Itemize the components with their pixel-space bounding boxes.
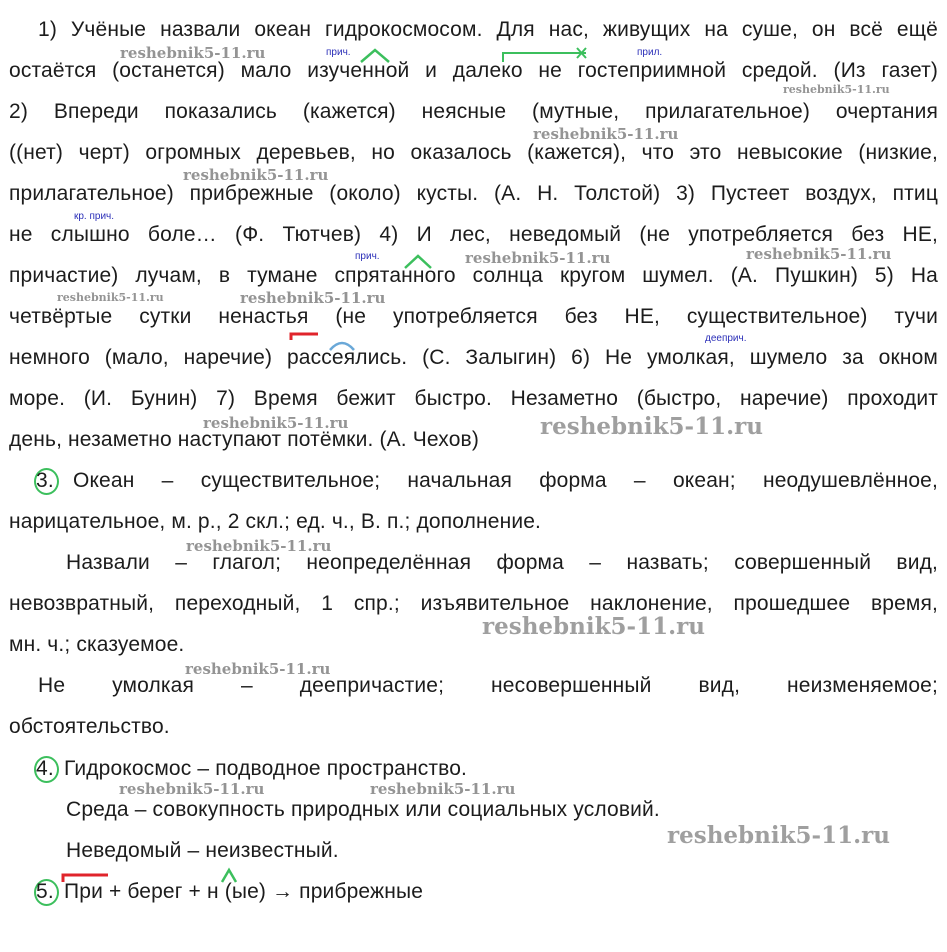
watermark-text: reshebnik5-11.ru [465,249,611,267]
grammar-tag: кр. прич. [74,211,115,222]
grammar-tag: прич. [326,47,351,58]
text-line: прилагательное) прибрежные (около) кусты. (А. Н. Толстой) 3) Пустеет воздух, птиц [9,182,938,205]
grammar-tag: прил. [637,47,663,58]
morpheme-line: При + берег + н (ые) → прибрежные [64,880,424,903]
answer-line: нарицательное, м. р., 2 скл.; ед. ч., В. п.; дополнение. [9,510,542,533]
watermark-text: reshebnik5-11.ru [57,291,164,304]
watermark-text: reshebnik5-11.ru [186,537,332,555]
text-line: день, незаметно наступают потёмки. (А. Чехов) [9,428,479,451]
text-line: ((нет) черт) огромных деревьев, но оказалось (кажется), что это невысокие (низкие, [9,141,938,164]
answer-line: Не умолкая – деепричастие; несовершенный вид, неизменяемое; [38,674,938,697]
definition-line: Неведомый – неизвестный. [66,839,339,862]
watermark-text: reshebnik5-11.ru [203,414,349,432]
watermark-text: reshebnik5-11.ru [240,289,386,307]
text-line: не слышно боле… (Ф. Тютчев) 4) И лес, неведомый (не употребляется без НЕ, [9,223,938,246]
text-line: море. (И. Бунин) 7) Время бежит быстро. Незаметно (быстро, наречие) проходит [9,387,938,410]
watermark-text: reshebnik5-11.ru [120,44,266,62]
watermark-text: reshebnik5-11.ru [370,780,516,798]
watermark-text: reshebnik5-11.ru [783,83,890,96]
text-line: четвёртые сутки ненастья (не употребляется без НЕ, существительное) тучи [9,305,938,328]
text-line: остаётся (останется) мало изученной и далеко не гостеприимной средой. (Из газет) [9,59,938,82]
grammar-tag: дееприч. [705,333,747,344]
watermark-text: reshebnik5-11.ru [540,413,763,440]
watermark-text: reshebnik5-11.ru [482,613,705,640]
answer-line: мн. ч.; сказуемое. [9,633,185,656]
watermark-text: reshebnik5-11.ru [119,780,265,798]
watermark-text: reshebnik5-11.ru [667,822,890,849]
grammar-tag: прич. [355,251,380,262]
prefix-mark [291,334,318,340]
definition-line: Гидрокосмос – подводное пространство. [64,757,468,780]
task-number: 4. [36,757,54,780]
task-number: 3. [36,469,54,492]
watermark-text: reshebnik5-11.ru [183,166,329,184]
watermark-text: reshebnik5-11.ru [533,125,679,143]
watermark-text: reshebnik5-11.ru [746,245,892,263]
text-line: 1) Учёные назвали океан гидрокосмосом. Для нас, живущих на суше, он всё ещё [38,18,938,41]
text-line: 2) Впереди показались (кажется) неясные (мутные, прилагательное) очертания [9,100,938,123]
task-number: 5. [36,880,54,903]
answer-line: обстоятельство. [9,715,170,738]
answer-line: невозвратный, переходный, 1 спр.; изъявительное наклонение, прошедшее время, [9,592,938,615]
answer-line: Океан – существительное; начальная форма – океан; неодушевлённое, [73,469,938,492]
definition-line: Среда – совокупность природных или социальных условий. [66,798,660,821]
watermark-text: reshebnik5-11.ru [185,660,331,678]
text-line: причастие) лучам, в тумане спрятанного солнца кругом шумел. (А. Пушкин) 5) На [9,264,938,287]
answer-line: Назвали – глагол; неопределённая форма – назвать; совершенный вид, [66,551,938,574]
text-line: немного (мало, наречие) рассеялись. (С. Залыгин) 6) Не умолкая, шумело за окном [9,346,938,369]
